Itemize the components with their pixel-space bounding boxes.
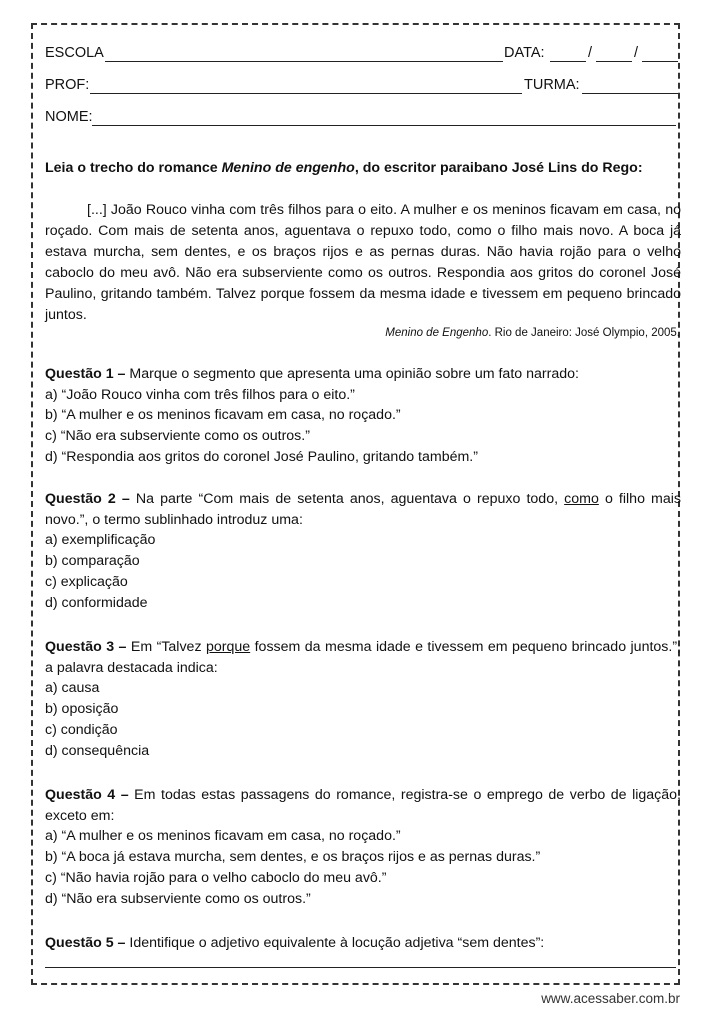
date-separator-2: / <box>634 45 639 61</box>
underlined-term: como <box>564 491 599 507</box>
question-1-option-a[interactable]: a) “João Rouco vinha com três filhos para o eito.” <box>45 386 355 403</box>
question-1-option-b[interactable]: b) “A mulher e os meninos ficavam em casa, no roçado.” <box>45 407 401 424</box>
question-5-stem: Questão 5 – Identifique o adjetivo equivalente à locução adjetiva “sem dentes”: <box>45 935 545 951</box>
question-3-option-a[interactable]: a) causa <box>45 680 100 697</box>
question-2-stem: Questão 2 – Na parte “Com mais de setenta anos, aguentava o repuxo todo, como o filho mais novo.”, o termo sublinhado introduz uma: <box>45 491 682 528</box>
question-4-option-a[interactable]: a) “A mulher e os meninos ficavam em casa, no roçado.” <box>45 828 401 845</box>
question-1-stem: Questão 1 – Marque o segmento que apresenta uma opinião sobre um fato narrado: <box>45 366 579 382</box>
reading-instruction: Leia o trecho do romance Menino de engenho, do escritor paraibano José Lins do Rego: <box>45 160 643 176</box>
question-3-option-c[interactable]: c) condição <box>45 721 118 738</box>
underlined-term: porque <box>205 639 251 655</box>
question-1 <box>45 364 681 468</box>
question-1-option-d[interactable]: d) “Respondia aos gritos do coronel José Paulino, gritando também.” <box>45 448 478 465</box>
question-4-option-c[interactable]: c) “Não havia rojão para o velho caboclo do meu avô.” <box>45 869 387 886</box>
data-label: DATA: <box>504 45 545 61</box>
date-separator-1: / <box>588 45 593 61</box>
turma-label: TURMA: <box>524 77 580 93</box>
footer-site: www.acessaber.com.br <box>541 991 680 1006</box>
prof-field[interactable] <box>90 93 522 94</box>
question-3-stem: Questão 3 – Em “Talvez porque fossem da mesma idade e tivessem em pequeno brincado juntos.”, a palavra destacada indica: <box>45 639 681 676</box>
escola-field[interactable] <box>105 61 503 62</box>
question-5-answer-line[interactable] <box>45 967 676 968</box>
question-3-option-d[interactable]: d) consequência <box>45 742 150 759</box>
turma-field[interactable] <box>582 93 678 94</box>
question-2 <box>45 489 681 613</box>
question-5 <box>45 933 681 954</box>
question-1-option-c[interactable]: c) “Não era subserviente como os outros.” <box>45 428 310 445</box>
question-2-option-c[interactable]: c) explicação <box>45 573 128 590</box>
question-4-stem: Questão 4 – Em todas estas passagens do romance, registra-se o emprego de verbo de ligação, exceto em: <box>45 787 681 824</box>
nome-field[interactable] <box>92 125 676 126</box>
data-month-field[interactable] <box>596 61 632 62</box>
book-title: Menino de engenho <box>221 160 355 176</box>
question-2-option-d[interactable]: d) conformidade <box>45 594 148 611</box>
prof-label: PROF: <box>45 77 90 93</box>
question-4 <box>45 785 681 909</box>
excerpt-paragraph: [...] João Rouco vinha com três filhos para o eito. A mulher e os meninos ficavam em casa, no roçado. Com mais de setenta anos, aguentava o repuxo todo, como o filho mais novo. A boca já estava murcha, sem dentes, e os braços rijos e as pernas duras. Não havia rojão para o velho caboclo do meu avô. Não era subserviente como os outros. Respondia aos gritos do coronel José Paulino, gritando também. Talvez porque fossem da mesma idade e tivessem em pequeno brincado juntos. <box>45 202 681 323</box>
nome-label: NOME: <box>45 109 93 125</box>
question-4-option-d[interactable]: d) “Não era subserviente como os outros.” <box>45 890 311 907</box>
question-2-option-a[interactable]: a) exemplificação <box>45 532 156 549</box>
data-year-field[interactable] <box>642 61 678 62</box>
escola-label: ESCOLA <box>45 45 104 61</box>
question-4-option-b[interactable]: b) “A boca já estava murcha, sem dentes, e os braços rijos e as pernas duras.” <box>45 849 541 866</box>
question-3-option-b[interactable]: b) oposição <box>45 701 119 718</box>
data-day-field[interactable] <box>550 61 586 62</box>
question-3 <box>45 637 681 761</box>
question-2-option-b[interactable]: b) comparação <box>45 553 140 570</box>
excerpt-source: Menino de Engenho. Rio de Janeiro: José Olympio, 2005. <box>385 327 680 339</box>
